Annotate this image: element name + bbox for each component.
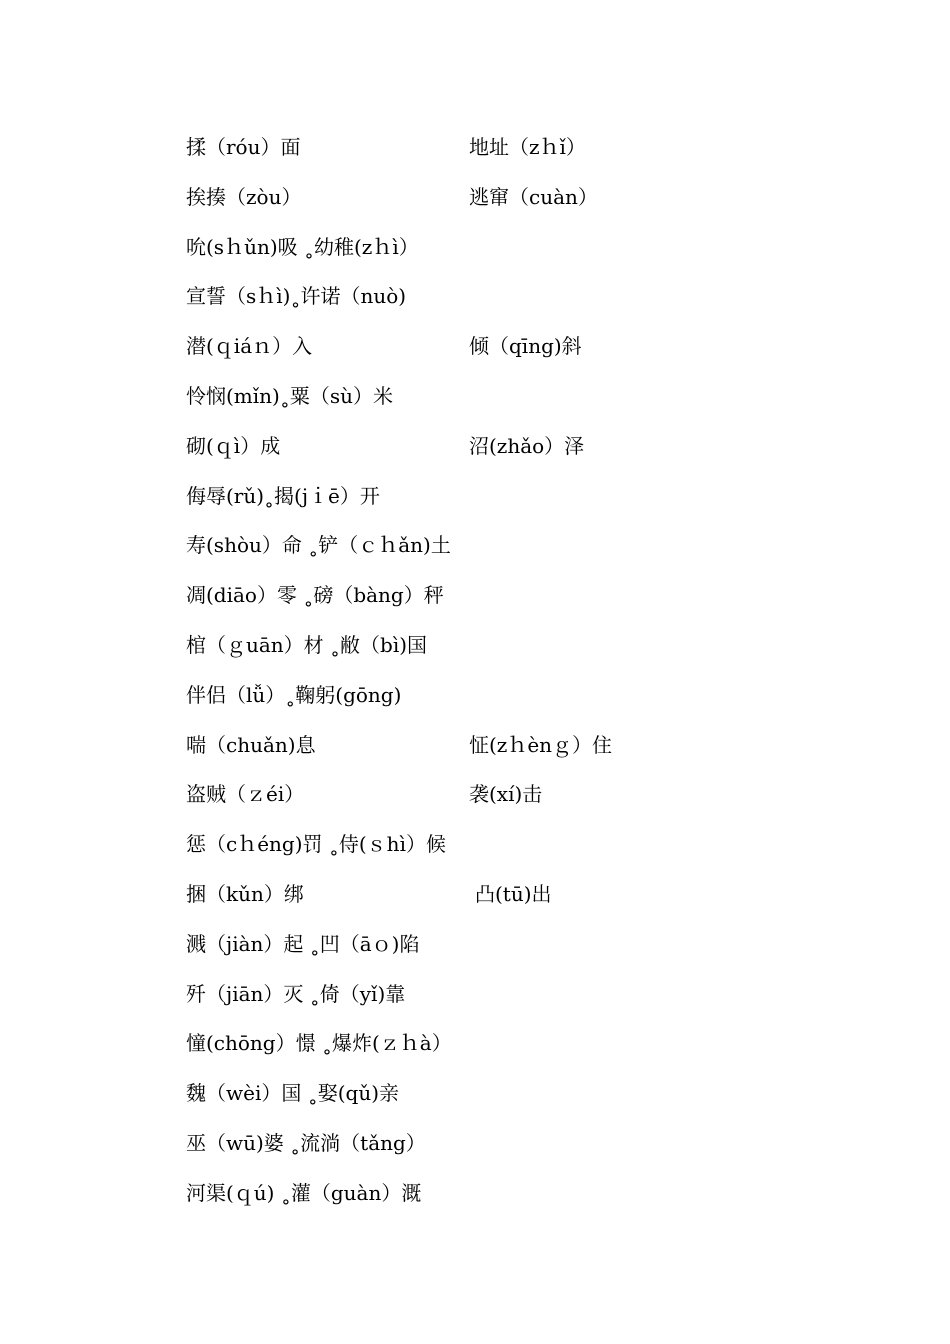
entry-left: 挨揍（zòu）	[186, 184, 302, 209]
entry-left: 凋(diāo）零 ˳磅（bàng）秤	[186, 583, 444, 608]
vocabulary-list	[186, 128, 826, 1224]
entry-left: 砌(ｑì）成	[186, 433, 281, 458]
entry-left: 魏（wèi）国 ˳娶(qǔ)亲	[186, 1081, 399, 1106]
entry-left: 伴侣（lǚ）˳鞠躬(gōng)	[186, 682, 402, 707]
entry-left: 寿(shòu）命 ˳铲（ｃｈǎn)土	[186, 533, 451, 558]
list-item	[186, 477, 826, 527]
entry-left: 喘（chuǎn)息	[186, 732, 316, 757]
entry-left: 溅（jiàn）起 ˳凹（āｏ)陷	[186, 931, 420, 956]
list-item	[186, 178, 826, 228]
entry-left: 潜(ｑiáｎ）入	[186, 334, 313, 359]
list-item	[186, 975, 826, 1025]
entry-left: 棺（ｇuān）材 ˳敝（bì)国	[186, 632, 428, 657]
list-item	[186, 427, 826, 477]
entry-left: 歼（jiān）灭 ˳倚（yǐ)靠	[186, 981, 406, 1006]
list-item	[186, 1124, 826, 1174]
entry-left: 侮辱(rǔ)˳揭(jｉē）开	[186, 483, 380, 508]
list-item	[186, 1174, 826, 1224]
list-item	[186, 228, 826, 278]
list-item	[186, 1024, 826, 1074]
list-item	[186, 626, 826, 676]
list-item	[186, 925, 826, 975]
entry-right: 怔(zｈènｇ）住	[469, 732, 613, 757]
entry-left: 怜悯(mǐn)˳粟（sù）米	[186, 383, 393, 408]
entry-left: 揉（róu）面	[186, 135, 301, 159]
list-item	[186, 875, 826, 925]
list-item	[186, 277, 826, 327]
entry-right: 地址（zｈǐ）	[469, 135, 586, 159]
list-item	[186, 526, 826, 576]
entry-right: 袭(xí)击	[469, 782, 543, 807]
list-item	[186, 576, 826, 626]
entry-left: 宣誓（sｈì)˳许诺（nuò)	[186, 284, 407, 309]
list-item	[186, 825, 826, 875]
entry-left: 吮(sｈǔn)吸 ˳幼稚(zｈì）	[186, 234, 419, 259]
entry-left: 巫（wū)婆 ˳流淌（tǎng）	[186, 1130, 426, 1155]
list-item	[186, 128, 826, 178]
list-item	[186, 676, 826, 726]
entry-left: 惩（cｈéng)罚 ˳侍(ｓhì）候	[186, 832, 446, 857]
list-item	[186, 327, 826, 377]
entry-right: 凸(tū)出	[475, 881, 552, 906]
list-item	[186, 775, 826, 825]
entry-right: 倾（qīng)斜	[469, 334, 582, 359]
entry-left: 憧(chōng）憬 ˳爆炸(ｚｈà）	[186, 1031, 452, 1056]
entry-left: 河渠(ｑú) ˳灌（guàn）溉	[186, 1180, 422, 1205]
list-item	[186, 1074, 826, 1124]
entry-left: 捆（kǔn）绑	[186, 881, 304, 906]
entry-left: 盗贼（ｚéi）	[186, 782, 305, 807]
entry-right: 逃窜（cuàn）	[469, 184, 598, 209]
entry-right: 沼(zhǎo）泽	[469, 433, 585, 458]
list-item	[186, 726, 826, 776]
list-item	[186, 377, 826, 427]
